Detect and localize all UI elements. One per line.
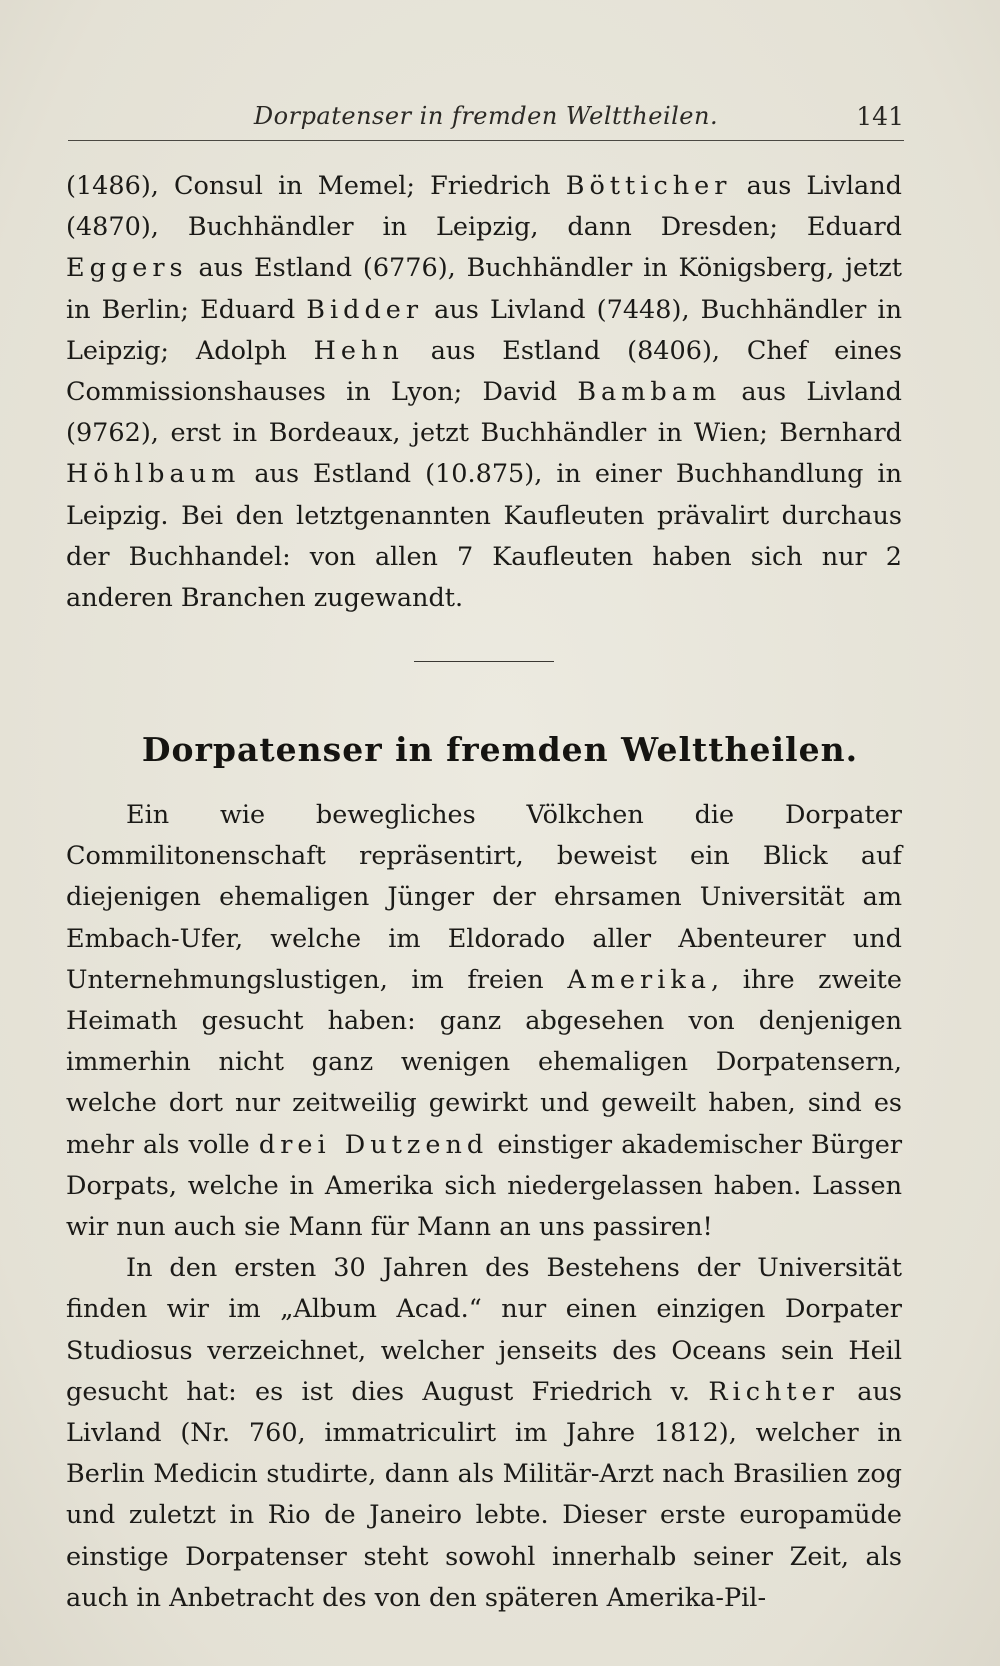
spaced-surname: Bambam: [577, 377, 722, 408]
running-title: Dorpatenser in fremden Welttheilen.: [253, 102, 719, 130]
spaced-surname: Bidder: [306, 294, 424, 325]
section-text-block: [66, 795, 902, 1619]
section-divider: [414, 661, 554, 662]
spaced-surname: Richter: [708, 1376, 839, 1407]
body-paragraph: In den ersten 30 Jahren des Bestehens der Universität finden wir im „Album Acad.“ nur einen einzigen Dorpater Studiosus verzeichnet, welcher jenseits des Oceans sein Heil gesucht hat: es ist dies August Friedrich v. Richter aus Livland (Nr. 760, immatriculirt im Jahre 1812), welcher in Berlin Medicin studirte, dann als Militär-Arzt nach Brasilien zog und zuletzt in Rio de Janeiro lebte. Dieser erste europamüde einstige Dorpatenser steht sowohl innerhalb seiner Zeit, als auch in Anbetracht des von den späteren Amerika-Pil-: [66, 1253, 902, 1613]
spaced-surname: Bötticher: [565, 171, 732, 201]
continued-paragraph: (1486), Consul in Memel; Friedrich Bötticher aus Livland (4870), Buchhändler in Leipzig, dann Dresden; Eduard Eggers aus Estland (6776), Buchhändler in Königsberg, jetzt in Berlin; Eduard Bidder aus Livland (7448), Buchhändler in Leipzig; Adolph Hehn aus Estland (8406), Chef eines Commissionshauses in Lyon; David Bambam aus Livland (9762), erst in Bordeaux, jetzt Buchhändler in Wien; Bernhard Höhlbaum aus Estland (10.875), in einer Buchhandlung in Leipzig. Bei den letztgenannten Kaufleuten prävalirt durchaus der Buchhandel: von allen 7 Kaufleuten haben sich nur 2 anderen Branchen zugewandt.: [66, 171, 902, 614]
spaced-surname: Höhlbaum: [66, 459, 241, 490]
spaced-surname: Hehn: [313, 335, 404, 366]
section-heading: Dorpatenser in fremden Welttheilen.: [141, 730, 859, 769]
spaced-surname: Eggers: [66, 253, 188, 284]
spaced-word: Amerika: [567, 964, 711, 995]
page-header: [68, 100, 904, 141]
page-number: 141: [856, 102, 904, 131]
body-paragraph: Ein wie bewegliches Völkchen die Dorpater Commilitonenschaft repräsentirt, beweist ein Blick auf diejenigen ehemaligen Jünger der ehrsamen Universität am Embach-Ufer, welche im Eldorado aller Abenteurer und Unternehmungslustigen, im freien Amerika, ihre zweite Heimath gesucht haben: ganz abgesehen von denjenigen immerhin nicht ganz wenigen ehemaligen Dorpatensern, welche dort nur zeitweilig gewirkt und geweilt haben, sind es mehr als volle drei Dutzend einstiger akademischer Bürger Dorpats, welche in Amerika sich niedergelassen haben. Lassen wir nun auch sie Mann für Mann an uns passiren!: [66, 800, 903, 1243]
spaced-word: drei Dutzend: [258, 1129, 489, 1160]
continued-text-block: [66, 166, 902, 619]
